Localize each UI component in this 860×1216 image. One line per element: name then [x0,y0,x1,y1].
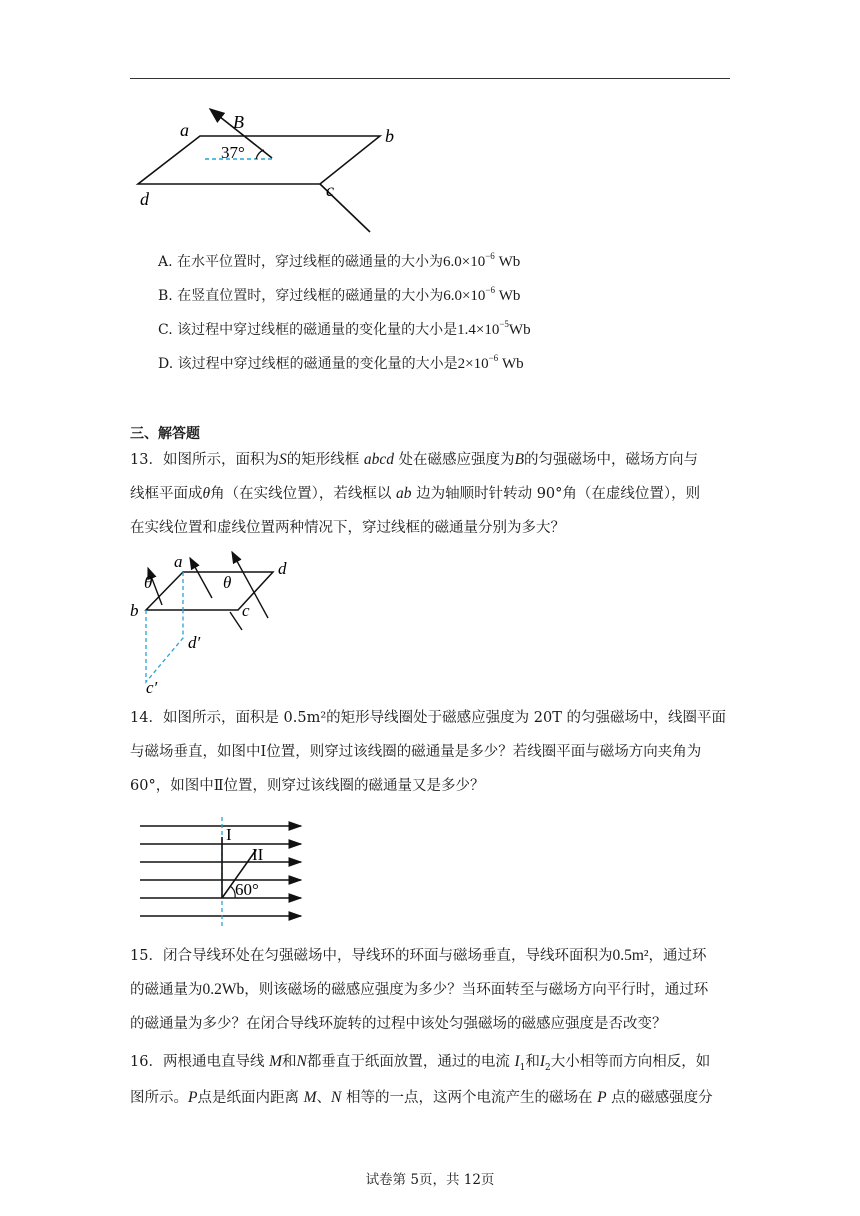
section-title: 三、解答题 [130,426,200,442]
fig13-label-b: b [130,601,139,620]
q14-line-3: 60°，如图中Ⅱ位置，则穿过该线圈的磁通量又是多少？ [130,778,485,794]
q15-line-3: 的磁通量为多少？在闭合导线环旋转的过程中该处匀强磁场的磁感应强度是否改变？ [130,1016,667,1032]
q13-line-1: 13．如图所示，面积为S的矩形线框 abcd 处在磁感应强度为B的匀强磁场中，磁场方向与 [130,451,699,468]
fig12-label-B: B [233,112,244,132]
page-footer: 试卷第 5页，共 12页 [365,1172,495,1188]
fig12-label-c: c [326,180,334,200]
q16-line-2: 图所示。P点是纸面内距离 M、N 相等的一点，这两个电流产生的磁场在 P 点的磁感强度分 [130,1089,713,1106]
q14-line-2: 与磁场垂直，如图中Ⅰ位置，则穿过该线圈的磁通量是多少？若线圈平面与磁场方向夹角为 [130,744,702,760]
fig13-theta-left: θ [144,573,153,592]
fig13-label-c: c [242,601,250,620]
fig12-angle-label: 37° [221,143,245,162]
q13-line-3: 在实线位置和虚线位置两种情况下，穿过线框的磁通量分别为多大？ [130,520,565,536]
q14-line-1: 14．如图所示，面积是 0.5m²的矩形导线圈处于磁感应强度为 20T 的匀强磁场中，线圈平面 [130,710,727,726]
fig12-label-a: a [180,120,189,140]
figure-q12 [130,100,394,235]
fig13-theta-right: θ [223,573,232,592]
q15-line-2: 的磁通量为0.2Wb，则该磁场的磁感应强度为多少？当环面转至与磁场方向平行时，通过环 [130,981,709,998]
q13-line-2: 线框平面成θ角（在实线位置），若线框以 ab 边为轴顺时针转动 90°角（在虚线位置），则 [130,485,701,502]
fig12-label-d: d [140,189,149,209]
option-c: C. 该过程中穿过线框的磁通量的变化量的大小是$1.4\times 10^{-5}Wb$ [158,319,531,338]
figure-q13 [128,550,308,695]
q15-line-1: 15．闭合导线环处在匀强磁场中，导线环的环面与磁场垂直，导线环面积为0.5m²，通过环 [130,947,707,964]
fig13-label-c-prime: c′ [146,678,158,697]
fig14-angle-label: 60° [235,880,259,899]
fig13-label-d: d [278,559,287,578]
option-d: D. 该过程中穿过线框的磁通量的变化量的大小是$2\times 10^{-6}$ Wb [158,353,524,372]
option-a: A. 在水平位置时，穿过线框的磁通量的大小为$6.0\times 10^{-6}$ Wb [158,251,521,270]
figure-q14 [138,815,308,930]
fig13-label-a: a [174,552,183,571]
fig14-label-I: I [226,825,232,844]
fig14-label-II: II [252,845,264,864]
fig13-label-d-prime: d′ [188,633,201,652]
option-b: B. 在竖直位置时，穿过线框的磁通量的大小为$6.0\times 10^{-6}$ Wb [158,285,521,304]
fig12-label-b: b [385,126,394,146]
q16-line-1: 16．两根通电直导线 M和N都垂直于纸面放置，通过的电流 $I_1$和$I_2$大小相等而方向相反，如 [130,1053,711,1073]
header-rule [130,78,730,79]
